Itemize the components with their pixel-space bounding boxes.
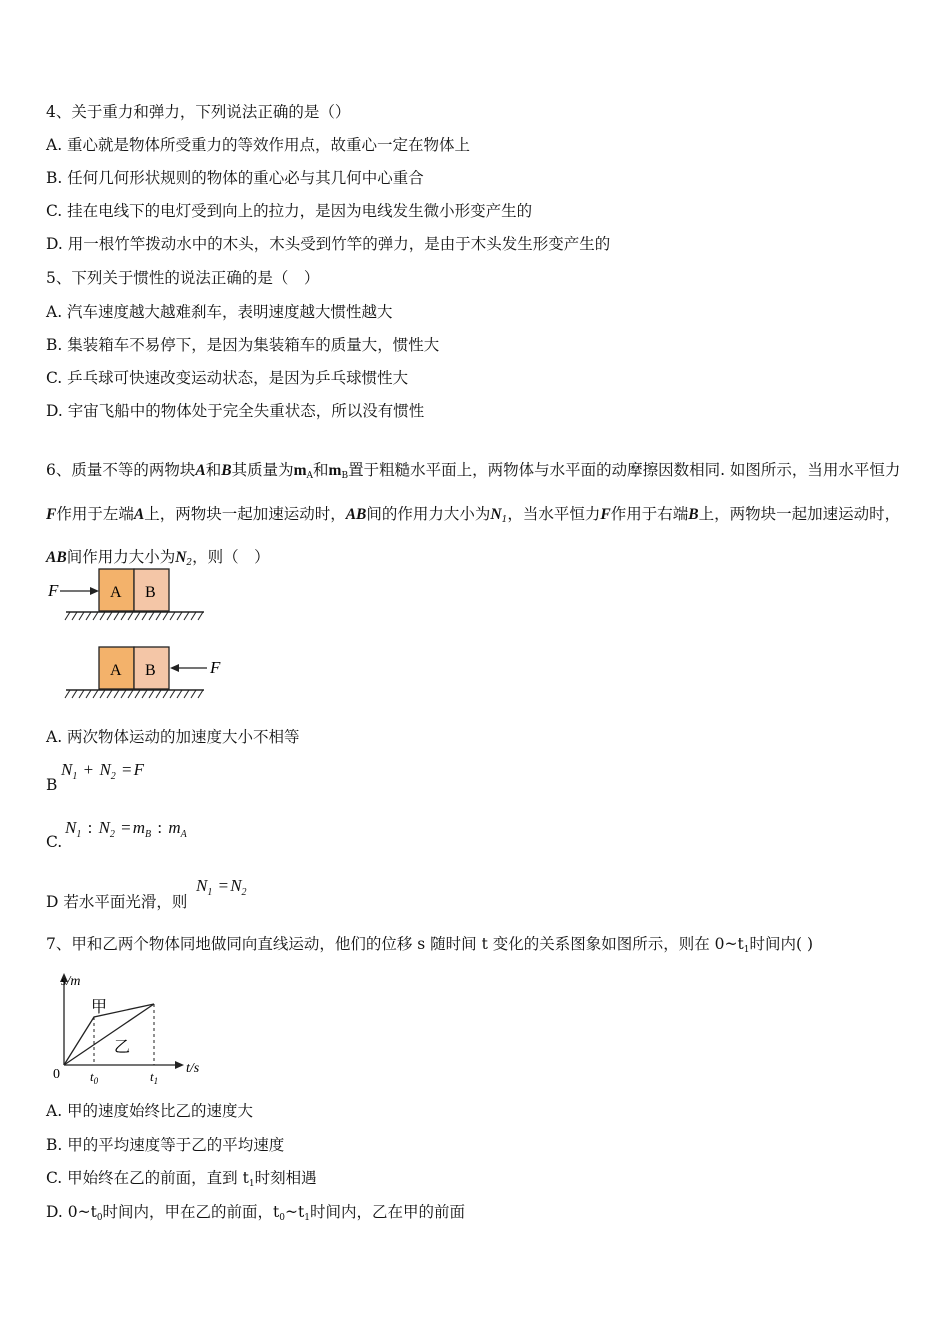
q6-option-c-formula: $N_1$ : $N_2 = m_B$ : $m_A$	[65, 818, 187, 840]
q7-option-c: C. 甲始终在乙的前面，直到 t1时刻相遇	[46, 1169, 317, 1189]
x-axis-label: t/s	[186, 1061, 200, 1076]
block-a-label-top: A	[110, 584, 122, 601]
q6-option-d-label: D 若水平面光滑，则	[46, 893, 188, 911]
q6-option-b-formula: $N_1 + N_2 = F$	[61, 760, 145, 782]
q6-option-c-label: C.	[46, 833, 63, 851]
ground-hatch-bottom	[65, 690, 203, 698]
ground-hatch-top	[65, 612, 203, 620]
force-f-label-bottom: F	[210, 658, 221, 677]
arrowhead-right-icon	[90, 587, 99, 595]
q6-blocks-figure	[44, 565, 244, 705]
q4-option-b: B. 任何几何形状规则的物体的重心必与其几何中心重合	[46, 169, 424, 187]
q7-option-a: A. 甲的速度始终比乙的速度大	[46, 1102, 254, 1120]
q4-option-d: D. 用一根竹竿拨动水中的木头，木头受到竹竿的弹力，是由于木头发生形变产生的	[46, 235, 611, 253]
q7-st-graph	[44, 965, 224, 1090]
block-a-label-bottom: A	[110, 662, 122, 679]
q5-option-d: D. 宇宙飞船中的物体处于完全失重状态，所以没有惯性	[46, 402, 425, 420]
block-b-label-bottom: B	[145, 662, 156, 679]
q6-option-b-label: B	[46, 776, 58, 794]
q4-option-a: A. 重心就是物体所受重力的等效作用点，故重心一定在物体上	[46, 136, 471, 154]
q6-option-d-formula: $N_1 = N_2$	[196, 876, 247, 898]
q6-stem: 6、质量不等的两物块A和B其质量为mA和mB置于粗糙水平面上，两物体与水平面的动摩擦因数相同. 如图所示，当用水平恒力F作用于左端A上，两物块一起加速运动时，AB间的作用力大小为N1，当水平恒力F作用于右端B上，两物块一起加速运动时，AB间作用力大小为N2，则（ ）	[46, 461, 901, 568]
q5-option-a: A. 汽车速度越大越难刹车，表明速度越大惯性越大	[46, 303, 393, 321]
block-b-label-top: B	[145, 584, 156, 601]
q7-option-d: D. 0~t0时间内，甲在乙的前面，t0~t1时间内，乙在甲的前面	[46, 1203, 465, 1223]
arrowhead-left-icon	[170, 664, 179, 672]
tick-t0: $t_0$	[90, 1069, 99, 1086]
q6-option-a: A. 两次物体运动的加速度大小不相等	[46, 728, 300, 746]
q5-option-c: C. 乒乓球可快速改变运动状态，是因为乒乓球惯性大	[46, 369, 409, 387]
x-axis-arrow-icon	[175, 1061, 184, 1069]
tick-t1: $t_1$	[150, 1069, 159, 1086]
force-f-label-top: F	[48, 581, 59, 600]
origin-label: 0	[53, 1067, 60, 1082]
y-axis-label: s/m	[61, 974, 81, 989]
label-yi: 乙	[114, 1039, 131, 1056]
q4-option-c: C. 挂在电线下的电灯受到向上的拉力，是因为电线发生微小形变产生的	[46, 202, 533, 220]
q5-option-b: B. 集装箱车不易停下，是因为集装箱车的质量大，惯性大	[46, 336, 440, 354]
label-jia: 甲	[91, 999, 108, 1016]
q4-stem: 4、关于重力和弹力，下列说法正确的是（）	[46, 103, 351, 121]
q7-stem: 7、甲和乙两个物体同地做同向直线运动，他们的位移 s 随时间 t 变化的关系图象如图所示，则在 0~t1时间内( )	[46, 935, 814, 955]
q7-option-b: B. 甲的平均速度等于乙的平均速度	[46, 1136, 285, 1154]
q5-stem: 5、下列关于惯性的说法正确的是（ ）	[46, 269, 320, 287]
